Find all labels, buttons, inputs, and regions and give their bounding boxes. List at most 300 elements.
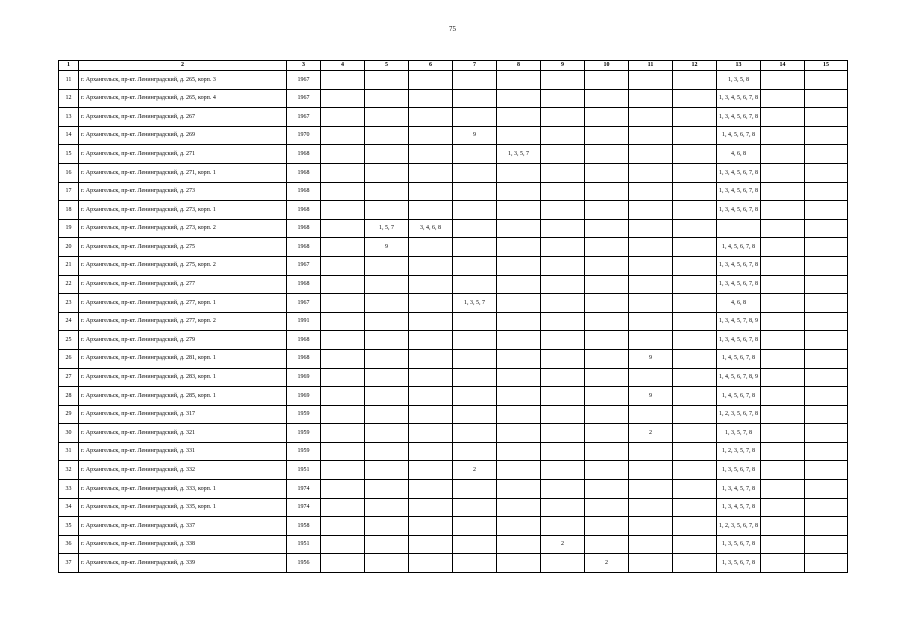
year-cell: 1968 [287,238,321,257]
col7-cell [453,442,497,461]
year-cell: 1967 [287,294,321,313]
col9-cell [541,71,585,90]
housing-register-table [58,60,848,573]
col5-cell [365,461,409,480]
col4-cell [321,201,365,220]
col9-cell [541,498,585,517]
col7-cell [453,331,497,350]
col10-cell [585,163,629,182]
table-row [59,349,848,368]
col14-cell [761,294,805,313]
table-row [59,145,848,164]
col14-cell [761,256,805,275]
col15-cell [805,535,848,554]
col14-cell [761,201,805,220]
col11-cell [629,71,673,90]
col12-cell [673,108,717,127]
col6-cell [409,517,453,536]
row-number: 18 [59,201,79,220]
col8-cell [497,238,541,257]
table-row [59,275,848,294]
table-row [59,219,848,238]
col5-cell [365,312,409,331]
row-number: 20 [59,238,79,257]
column-header-15: 15 [805,61,848,71]
col13-cell: 1, 3, 5, 8 [717,71,761,90]
col9-cell [541,108,585,127]
col11-cell [629,535,673,554]
col9-cell [541,126,585,145]
col4-cell [321,294,365,313]
col7-cell [453,517,497,536]
col8-cell [497,349,541,368]
col13-cell [717,219,761,238]
col4-cell [321,349,365,368]
col9-cell [541,256,585,275]
col12-cell [673,275,717,294]
col6-cell [409,201,453,220]
col4-cell [321,461,365,480]
row-number: 25 [59,331,79,350]
col6-cell [409,256,453,275]
address-cell: г. Архангельск, пр-кт. Ленинградский, д. 333, корп. 1 [79,480,287,499]
col5-cell [365,275,409,294]
table-row [59,480,848,499]
col7-cell: 1, 3, 5, 7 [453,294,497,313]
col7-cell [453,238,497,257]
col9-cell [541,349,585,368]
col7-cell [453,312,497,331]
col5-cell [365,498,409,517]
col5-cell [365,535,409,554]
col6-cell [409,387,453,406]
address-cell: г. Архангельск, пр-кт. Ленинградский, д. 338 [79,535,287,554]
col11-cell [629,201,673,220]
col8-cell [497,126,541,145]
col9-cell [541,554,585,573]
address-cell: г. Архангельск, пр-кт. Ленинградский, д. 265, корп. 4 [79,89,287,108]
col11-cell [629,331,673,350]
col8-cell [497,312,541,331]
row-number: 29 [59,405,79,424]
col5-cell: 9 [365,238,409,257]
col10-cell [585,387,629,406]
col12-cell [673,517,717,536]
col5-cell [365,442,409,461]
address-cell: г. Архангельск, пр-кт. Ленинградский, д. 265, корп. 3 [79,71,287,90]
address-cell: г. Архангельск, пр-кт. Ленинградский, д. 283, корп. 1 [79,368,287,387]
col14-cell [761,517,805,536]
col8-cell [497,442,541,461]
col5-cell [365,182,409,201]
col11-cell [629,145,673,164]
col11-cell [629,219,673,238]
col13-cell: 1, 3, 4, 5, 6, 7, 8 [717,182,761,201]
col13-cell: 1, 4, 5, 6, 7, 8 [717,349,761,368]
col14-cell [761,71,805,90]
col15-cell [805,108,848,127]
table-row [59,424,848,443]
col10-cell [585,368,629,387]
col12-cell [673,163,717,182]
col13-cell: 1, 3, 4, 5, 6, 7, 8 [717,256,761,275]
col4-cell [321,554,365,573]
year-cell: 1970 [287,126,321,145]
col12-cell [673,349,717,368]
col8-cell [497,535,541,554]
address-cell: г. Архангельск, пр-кт. Ленинградский, д. 317 [79,405,287,424]
year-cell: 1958 [287,517,321,536]
col13-cell: 1, 4, 5, 6, 7, 8 [717,387,761,406]
col13-cell: 1, 3, 4, 5, 6, 7, 8 [717,163,761,182]
col6-cell [409,71,453,90]
year-cell: 1967 [287,256,321,275]
col6-cell [409,294,453,313]
column-header-13: 13 [717,61,761,71]
col10-cell [585,108,629,127]
col13-cell: 1, 3, 4, 5, 6, 7, 8 [717,89,761,108]
col8-cell [497,331,541,350]
year-cell: 1968 [287,163,321,182]
col15-cell [805,554,848,573]
year-cell: 1951 [287,535,321,554]
year-cell: 1969 [287,387,321,406]
col12-cell [673,219,717,238]
col12-cell [673,387,717,406]
col12-cell [673,71,717,90]
col10-cell [585,349,629,368]
col11-cell [629,554,673,573]
col9-cell [541,312,585,331]
table-row [59,126,848,145]
col6-cell [409,442,453,461]
col12-cell [673,126,717,145]
col12-cell [673,405,717,424]
col11-cell [629,368,673,387]
col7-cell [453,163,497,182]
col11-cell [629,461,673,480]
col5-cell [365,554,409,573]
table-row [59,405,848,424]
col15-cell [805,163,848,182]
col4-cell [321,71,365,90]
col15-cell [805,461,848,480]
col6-cell [409,535,453,554]
col15-cell [805,331,848,350]
col6-cell [409,238,453,257]
col11-cell: 9 [629,349,673,368]
row-number: 36 [59,535,79,554]
col7-cell [453,108,497,127]
col15-cell [805,89,848,108]
col6-cell [409,349,453,368]
column-header-2: 2 [79,61,287,71]
column-header-1: 1 [59,61,79,71]
year-cell: 1959 [287,442,321,461]
col14-cell [761,535,805,554]
col5-cell [365,387,409,406]
col8-cell [497,89,541,108]
col8-cell [497,219,541,238]
year-cell: 1968 [287,145,321,164]
col12-cell [673,461,717,480]
col13-cell: 1, 3, 5, 7, 8 [717,424,761,443]
col6-cell [409,126,453,145]
col4-cell [321,145,365,164]
col13-cell: 1, 2, 3, 5, 6, 7, 8 [717,405,761,424]
col14-cell [761,368,805,387]
col9-cell [541,424,585,443]
row-number: 23 [59,294,79,313]
col15-cell [805,256,848,275]
col10-cell [585,201,629,220]
row-number: 35 [59,517,79,536]
col11-cell [629,256,673,275]
col8-cell [497,163,541,182]
col9-cell [541,387,585,406]
col14-cell [761,219,805,238]
col9-cell [541,294,585,313]
address-cell: г. Архангельск, пр-кт. Ленинградский, д. 337 [79,517,287,536]
col14-cell [761,163,805,182]
col13-cell: 1, 3, 4, 5, 7, 8 [717,480,761,499]
year-cell: 1974 [287,498,321,517]
col10-cell [585,256,629,275]
address-cell: г. Архангельск, пр-кт. Ленинградский, д. 281, корп. 1 [79,349,287,368]
row-number: 13 [59,108,79,127]
col8-cell [497,405,541,424]
col8-cell [497,256,541,275]
col6-cell [409,461,453,480]
col4-cell [321,312,365,331]
table-row [59,256,848,275]
col4-cell [321,89,365,108]
col5-cell [365,71,409,90]
col14-cell [761,182,805,201]
col13-cell: 1, 3, 4, 5, 7, 8 [717,498,761,517]
col10-cell [585,182,629,201]
col9-cell [541,461,585,480]
col6-cell [409,498,453,517]
row-number: 37 [59,554,79,573]
col15-cell [805,275,848,294]
address-cell: г. Архангельск, пр-кт. Ленинградский, д. 277, корп. 2 [79,312,287,331]
page-number: 75 [449,25,456,33]
col15-cell [805,517,848,536]
column-header-5: 5 [365,61,409,71]
col7-cell [453,368,497,387]
col10-cell [585,480,629,499]
col7-cell [453,387,497,406]
address-cell: г. Архангельск, пр-кт. Ленинградский, д. 275, корп. 2 [79,256,287,275]
col12-cell [673,294,717,313]
table-header-row [59,61,848,71]
col5-cell [365,517,409,536]
col4-cell [321,405,365,424]
table-row [59,368,848,387]
col15-cell [805,312,848,331]
col8-cell [497,275,541,294]
col8-cell [497,368,541,387]
col13-cell: 1, 4, 5, 6, 7, 8 [717,126,761,145]
col12-cell [673,554,717,573]
col11-cell [629,498,673,517]
year-cell: 1991 [287,312,321,331]
year-cell: 1967 [287,108,321,127]
col8-cell [497,554,541,573]
col14-cell [761,480,805,499]
col7-cell [453,201,497,220]
col15-cell [805,480,848,499]
col5-cell [365,331,409,350]
col7-cell [453,480,497,499]
row-number: 11 [59,71,79,90]
address-cell: г. Архангельск, пр-кт. Ленинградский, д. 271 [79,145,287,164]
year-cell: 1951 [287,461,321,480]
col12-cell [673,256,717,275]
col5-cell [365,424,409,443]
col4-cell [321,535,365,554]
col9-cell [541,480,585,499]
col6-cell [409,312,453,331]
table-row [59,163,848,182]
col7-cell [453,219,497,238]
col15-cell [805,442,848,461]
col9-cell [541,442,585,461]
col14-cell [761,275,805,294]
col7-cell [453,71,497,90]
col11-cell [629,517,673,536]
address-cell: г. Архангельск, пр-кт. Ленинградский, д. 275 [79,238,287,257]
col12-cell [673,238,717,257]
row-number: 22 [59,275,79,294]
col6-cell [409,424,453,443]
col12-cell [673,480,717,499]
col5-cell [365,349,409,368]
row-number: 31 [59,442,79,461]
col11-cell [629,126,673,145]
col4-cell [321,498,365,517]
table-row [59,294,848,313]
col13-cell: 1, 3, 4, 5, 6, 7, 8 [717,201,761,220]
col8-cell [497,182,541,201]
col8-cell [497,480,541,499]
col8-cell [497,517,541,536]
row-number: 32 [59,461,79,480]
col4-cell [321,387,365,406]
row-number: 15 [59,145,79,164]
year-cell: 1968 [287,349,321,368]
col4-cell [321,238,365,257]
column-header-7: 7 [453,61,497,71]
col4-cell [321,182,365,201]
address-cell: г. Архангельск, пр-кт. Ленинградский, д. 273, корп. 1 [79,201,287,220]
col9-cell [541,201,585,220]
column-header-4: 4 [321,61,365,71]
col13-cell: 1, 2, 3, 5, 6, 7, 8 [717,517,761,536]
col6-cell [409,275,453,294]
col11-cell [629,442,673,461]
col5-cell: 1, 5, 7 [365,219,409,238]
col8-cell [497,108,541,127]
col8-cell [497,424,541,443]
col5-cell [365,256,409,275]
col9-cell [541,275,585,294]
col6-cell [409,331,453,350]
address-cell: г. Архангельск, пр-кт. Ленинградский, д. 271, корп. 1 [79,163,287,182]
table-row [59,387,848,406]
year-cell: 1968 [287,331,321,350]
col9-cell [541,238,585,257]
col13-cell: 4, 6, 8 [717,294,761,313]
col11-cell [629,275,673,294]
col11-cell [629,182,673,201]
col7-cell [453,275,497,294]
col4-cell [321,331,365,350]
col10-cell [585,498,629,517]
col5-cell [365,480,409,499]
col11-cell [629,312,673,331]
col10-cell [585,424,629,443]
year-cell: 1967 [287,71,321,90]
col13-cell: 1, 3, 5, 6, 7, 8 [717,554,761,573]
year-cell: 1956 [287,554,321,573]
col5-cell [365,368,409,387]
col7-cell: 9 [453,126,497,145]
col6-cell [409,89,453,108]
col6-cell: 3, 4, 6, 8 [409,219,453,238]
address-cell: г. Архангельск, пр-кт. Ленинградский, д. 269 [79,126,287,145]
col15-cell [805,498,848,517]
address-cell: г. Архангельск, пр-кт. Ленинградский, д. 335, корп. 1 [79,498,287,517]
address-cell: г. Архангельск, пр-кт. Ленинградский, д. 321 [79,424,287,443]
col7-cell [453,424,497,443]
col10-cell [585,219,629,238]
col4-cell [321,442,365,461]
address-cell: г. Архангельск, пр-кт. Ленинградский, д. 273 [79,182,287,201]
col10-cell [585,238,629,257]
col9-cell [541,368,585,387]
col15-cell [805,182,848,201]
col14-cell [761,349,805,368]
col11-cell [629,238,673,257]
year-cell: 1968 [287,201,321,220]
col9-cell [541,145,585,164]
col15-cell [805,424,848,443]
table-row [59,535,848,554]
col14-cell [761,331,805,350]
col14-cell [761,89,805,108]
col7-cell [453,535,497,554]
table-row [59,517,848,536]
address-cell: г. Архангельск, пр-кт. Ленинградский, д. 279 [79,331,287,350]
col9-cell [541,163,585,182]
col11-cell [629,405,673,424]
col4-cell [321,108,365,127]
col9-cell: 2 [541,535,585,554]
col10-cell [585,442,629,461]
address-cell: г. Архангельск, пр-кт. Ленинградский, д. 285, корп. 1 [79,387,287,406]
column-header-8: 8 [497,61,541,71]
table-row [59,182,848,201]
col10-cell [585,461,629,480]
table-body [59,71,848,573]
column-header-3: 3 [287,61,321,71]
col13-cell: 1, 3, 4, 5, 7, 8, 9 [717,312,761,331]
col6-cell [409,108,453,127]
column-header-6: 6 [409,61,453,71]
col10-cell [585,275,629,294]
